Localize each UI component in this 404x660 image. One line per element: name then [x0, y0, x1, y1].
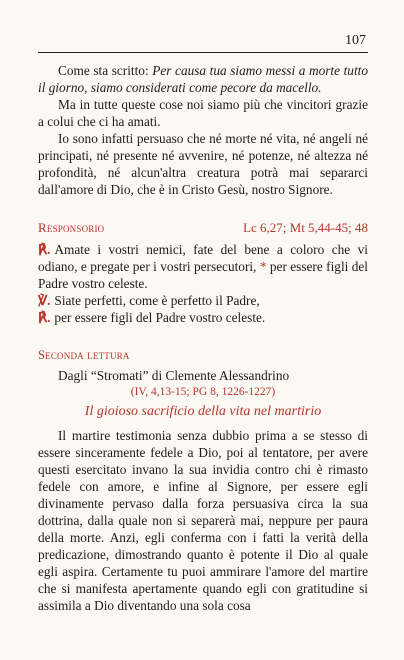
intro-paragraph-2: Ma in tutte queste cose noi siamo più che vincitori grazie a colui che ci ha amati. — [38, 97, 368, 129]
versicle-symbol: ℣. — [38, 293, 51, 308]
reading-title: Il gioioso sacrificio della vita nel martirio — [84, 404, 322, 419]
response-2-text: per essere figli del Padre vostro celeste. — [54, 310, 266, 325]
intro-paragraph-1 — [38, 62, 368, 96]
responsorio-label: Responsorio — [38, 220, 105, 235]
asterisk-mark: * — [259, 259, 267, 274]
responsorio-refs: Lc 6,27; Mt 5,44-45; 48 — [243, 220, 368, 235]
intro-plain-text: Come sta scritto: — [58, 63, 153, 78]
page-number: 107 — [345, 33, 366, 48]
response-1 — [38, 241, 368, 292]
versicle — [38, 292, 368, 309]
response-2 — [38, 309, 368, 326]
intro-paragraph-3: Io sono infatti persuaso che né morte né vita, né angeli né principati, né presente né avvenire, né potenze, né altezza né profondità, né alcun'altra creatura potrà mai separarci dall'amore di Dio, che è in Cristo Gesù, nostro Signore. — [38, 131, 368, 197]
page-content — [38, 62, 368, 614]
response-1-end: per essere figli del Padre vostro celeste. — [38, 259, 369, 291]
responsorio-heading — [38, 219, 368, 236]
versicle-text: Siate perfetti, come è perfetto il Padre, — [54, 293, 260, 308]
response-1-text: Amate i vostri nemici, fate del bene a coloro che vi odiano, e pregate per i vostri persecutori, — [38, 242, 368, 274]
response-symbol: ℟. — [38, 242, 51, 257]
seconda-lettura-label: Seconda lettura — [38, 348, 130, 362]
header-rule — [38, 52, 368, 53]
reading-source: (IV, 4,13-15; PG 8, 1226-1227) — [130, 386, 276, 398]
response-symbol-2: ℟. — [38, 310, 51, 325]
scripture-quote: Per causa tua siamo messi a morte tutto il giorno, siamo considerati come pecore da macello. — [38, 63, 368, 95]
reading-body: Il martire testimonia senza dubbio prima a se stesso di essere sinceramente fedele a Dio, poi al tentatore, per avere questi esercitato invano la sua invidia contro chi è rimasto fedele con amore, e infine al Signore, per essere egli divinamente pervaso dalla forza persuasiva circa la sua dottrina, dalla quale non si separerà mai, neppure per paura della morte. Anzi, egli conferma con i fatti la verità della predicazione, dimostrando quanto è potente il Dio al quale egli aspira. Certamente tu puoi ammirare l'amore del martire che si manifesta apertamente quando egli con gratitudine si assimila a Dio diventando una sola cosa — [38, 428, 368, 613]
reading-author: Dagli “Stromati” di Clemente Alessandrino — [58, 368, 290, 383]
